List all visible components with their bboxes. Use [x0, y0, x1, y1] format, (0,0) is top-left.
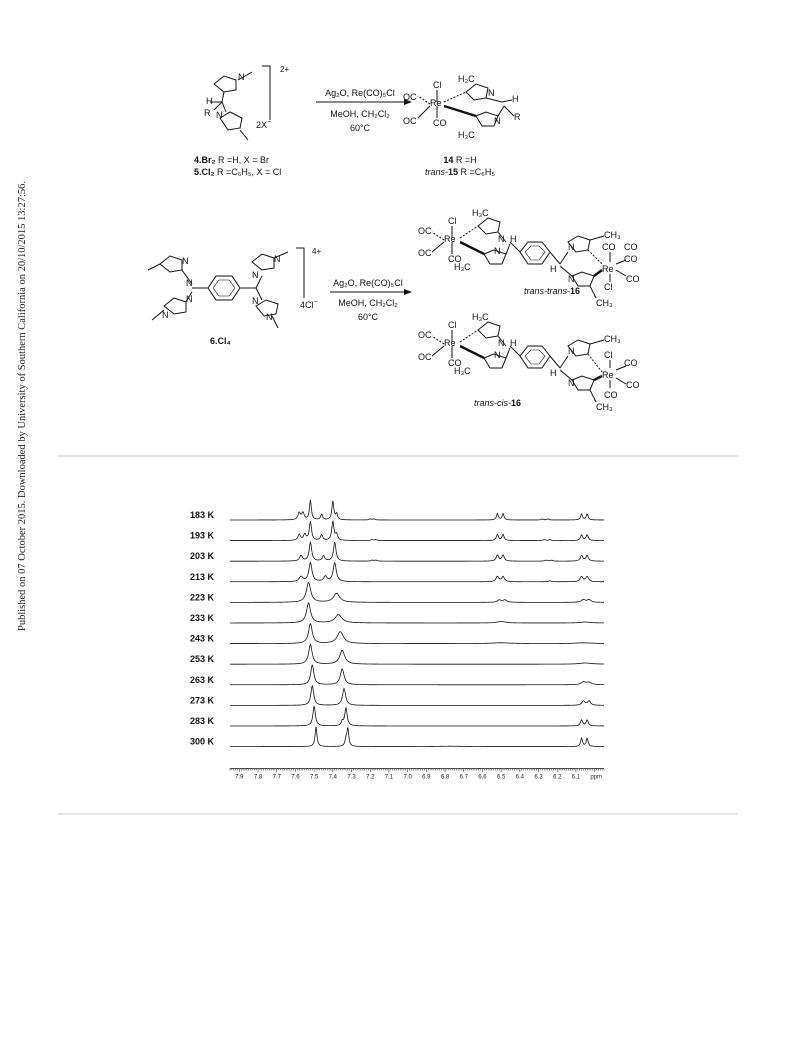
atom-label: N — [186, 278, 193, 288]
spectrum-trace — [230, 686, 604, 706]
x-tick-label: 7.9 — [235, 774, 244, 781]
atom-label: Cl — [604, 350, 613, 360]
temperature-label: 283 K — [190, 716, 215, 726]
x-tick-label: 7.2 — [366, 774, 375, 781]
atom-label: N — [252, 296, 259, 306]
spectrum-trace — [230, 542, 604, 561]
product-label-trans-trans: trans-trans-16 — [524, 286, 581, 296]
atom-label: OC — [418, 330, 432, 340]
section-divider — [58, 813, 738, 815]
atom-label: H — [510, 234, 517, 244]
spectrum-trace — [230, 665, 604, 685]
atom-label: CO — [433, 118, 447, 128]
atom-label: N — [494, 350, 501, 360]
atom-label: N — [494, 246, 501, 256]
atom-label: N — [568, 274, 575, 284]
temperature-label: 223 K — [190, 592, 215, 603]
spectrum-trace — [230, 603, 604, 623]
atom-label: N — [498, 234, 505, 244]
atom-label: CH₃ — [604, 230, 621, 240]
temperature-label: 233 K — [190, 613, 215, 623]
reagent-2: MeOH, CH₂Cl₂ — [338, 298, 398, 308]
atom-label: H — [510, 338, 517, 348]
spectrum-trace — [230, 563, 604, 582]
atom-label: Cl — [604, 282, 613, 292]
atom-label: N — [252, 270, 259, 280]
spectrum-trace — [230, 644, 604, 664]
atom-label: CO — [626, 380, 640, 390]
atom-label: OC — [418, 226, 432, 236]
atom-label: H₃C — [458, 74, 475, 84]
atom-label: CH₃ — [596, 402, 613, 412]
download-watermark — [0, 0, 28, 1039]
scheme1-sm-label-2: 5.Cl₂ R =C₆H₅, X = Cl — [194, 167, 282, 177]
atom-label: N — [568, 378, 575, 388]
arrow-head — [404, 289, 412, 295]
reaction-scheme-1 — [190, 60, 550, 185]
temperature-label: 183 K — [190, 510, 215, 520]
reagent-2: MeOH, CH₂Cl₂ — [330, 109, 390, 119]
atom-label: OC — [403, 116, 417, 126]
atom-label: H — [550, 264, 557, 274]
scheme1-sm-label-1: 4.Br₂ R =H, X = Br — [194, 155, 270, 165]
scheme2-sm-label: 6.Cl₄ — [210, 336, 231, 346]
temperature-label: 253 K — [190, 654, 215, 665]
atom-label: N — [186, 294, 193, 304]
reaction-scheme-2 — [148, 202, 658, 432]
temperature-label: 263 K — [190, 674, 215, 685]
atom-label: H — [206, 96, 213, 106]
temperature-label: 203 K — [190, 551, 215, 562]
watermark-text: Published on 07 October 2015. Downloaded by University of Southern California on 20/10/2015 13:27:56. — [17, 181, 28, 631]
atom-label: N — [488, 88, 495, 98]
atom-label: Cl — [433, 80, 442, 90]
atom-label: H — [550, 368, 557, 378]
atom-label: N — [494, 116, 501, 126]
x-tick-label: 6.7 — [459, 774, 468, 781]
x-tick-label: 6.8 — [440, 774, 450, 781]
x-tick-label: 7.6 — [291, 774, 300, 781]
atom-label: N — [216, 110, 223, 120]
atom-label: CO — [626, 274, 640, 284]
reagent-1: Ag₂O, Re(CO)₅Cl — [325, 88, 395, 98]
atom-label: N — [498, 338, 505, 348]
atom-label: Re — [444, 338, 456, 348]
x-tick-label: 6.6 — [478, 774, 487, 781]
spectrum-trace — [230, 624, 604, 644]
scheme1-counterion: 2X− — [256, 119, 272, 130]
atom-label: CO — [448, 358, 462, 368]
spectrum-trace — [230, 521, 604, 540]
section-divider — [58, 455, 738, 457]
atom-label: R — [514, 112, 521, 122]
reaction-temperature: 60°C — [349, 123, 371, 133]
scheme1-product-label-2: trans-15 R =C₆H₅ — [424, 167, 496, 177]
atom-label: Re — [602, 264, 614, 274]
atom-label: R — [204, 108, 211, 118]
temperature-label: 193 K — [190, 530, 215, 541]
atom-label: CO — [602, 242, 616, 252]
x-tick-label: 6.2 — [553, 774, 562, 781]
x-tick-label: 6.4 — [515, 774, 525, 781]
atom-label: CO — [624, 254, 638, 264]
atom-label: N — [568, 346, 575, 356]
atom-label: OC — [403, 92, 417, 102]
atom-label: Re — [430, 98, 442, 108]
temperature-label: 273 K — [190, 695, 215, 706]
spectrum-trace — [230, 706, 604, 726]
x-tick-label: 7.4 — [328, 774, 338, 781]
x-tick-label: 7.7 — [272, 774, 281, 781]
spectrum-trace — [230, 727, 604, 747]
atom-label: H₃C — [454, 262, 471, 272]
atom-label: Re — [602, 370, 614, 380]
scheme2-counterion: 4Cl− — [300, 299, 318, 310]
atom-label: H₃C — [454, 366, 471, 376]
atom-label: CO — [448, 254, 462, 264]
x-tick-label: 7.0 — [403, 774, 412, 781]
atom-label: N — [266, 312, 273, 322]
atom-label: OC — [418, 248, 432, 258]
vt-nmr-spectra-chart — [188, 482, 610, 782]
temperature-label: 300 K — [190, 736, 215, 747]
x-axis-unit: ppm — [590, 774, 602, 781]
spectrum-trace — [230, 582, 604, 602]
atom-label: H₃C — [472, 208, 489, 218]
atom-label: CH₃ — [596, 298, 613, 308]
atom-label: H₃C — [458, 130, 475, 140]
atom-label: Cl — [448, 320, 457, 330]
x-tick-label: 6.1 — [571, 774, 581, 781]
x-tick-label: 7.1 — [384, 774, 394, 781]
x-tick-label: 7.5 — [309, 774, 319, 781]
atom-label: CO — [604, 390, 618, 400]
atom-label: Cl — [448, 216, 457, 226]
atom-label: Re — [444, 234, 456, 244]
x-tick-label: 6.9 — [422, 774, 431, 781]
atom-label: CH₃ — [604, 334, 621, 344]
atom-label: N — [274, 254, 281, 264]
atom-label: N — [568, 242, 575, 252]
temperature-label: 243 K — [190, 633, 215, 644]
x-tick-label: 6.3 — [534, 774, 543, 781]
atom-label: CO — [624, 242, 638, 252]
x-tick-label: 7.3 — [347, 774, 356, 781]
atom-label: CO — [624, 358, 638, 368]
x-tick-label: 6.5 — [496, 774, 506, 781]
reaction-temperature: 60°C — [357, 312, 379, 322]
scheme1-charge: 2+ — [280, 65, 290, 74]
atom-label: N — [238, 72, 245, 82]
atom-label: N — [182, 256, 189, 266]
atom-label: H₃C — [472, 312, 489, 322]
spectrum-trace — [230, 500, 604, 520]
scheme1-product-label-1: 14 R =H — [443, 155, 477, 165]
scheme2-charge: 4+ — [312, 247, 322, 256]
atom-label: OC — [418, 352, 432, 362]
product-label-trans-cis: trans-cis-16 — [474, 398, 522, 408]
temperature-label: 213 K — [190, 571, 215, 582]
atom-label: N — [162, 310, 169, 320]
reagent-1: Ag₂O, Re(CO)₅Cl — [333, 278, 403, 288]
atom-label: H — [512, 94, 519, 104]
x-tick-label: 7.8 — [253, 774, 263, 781]
